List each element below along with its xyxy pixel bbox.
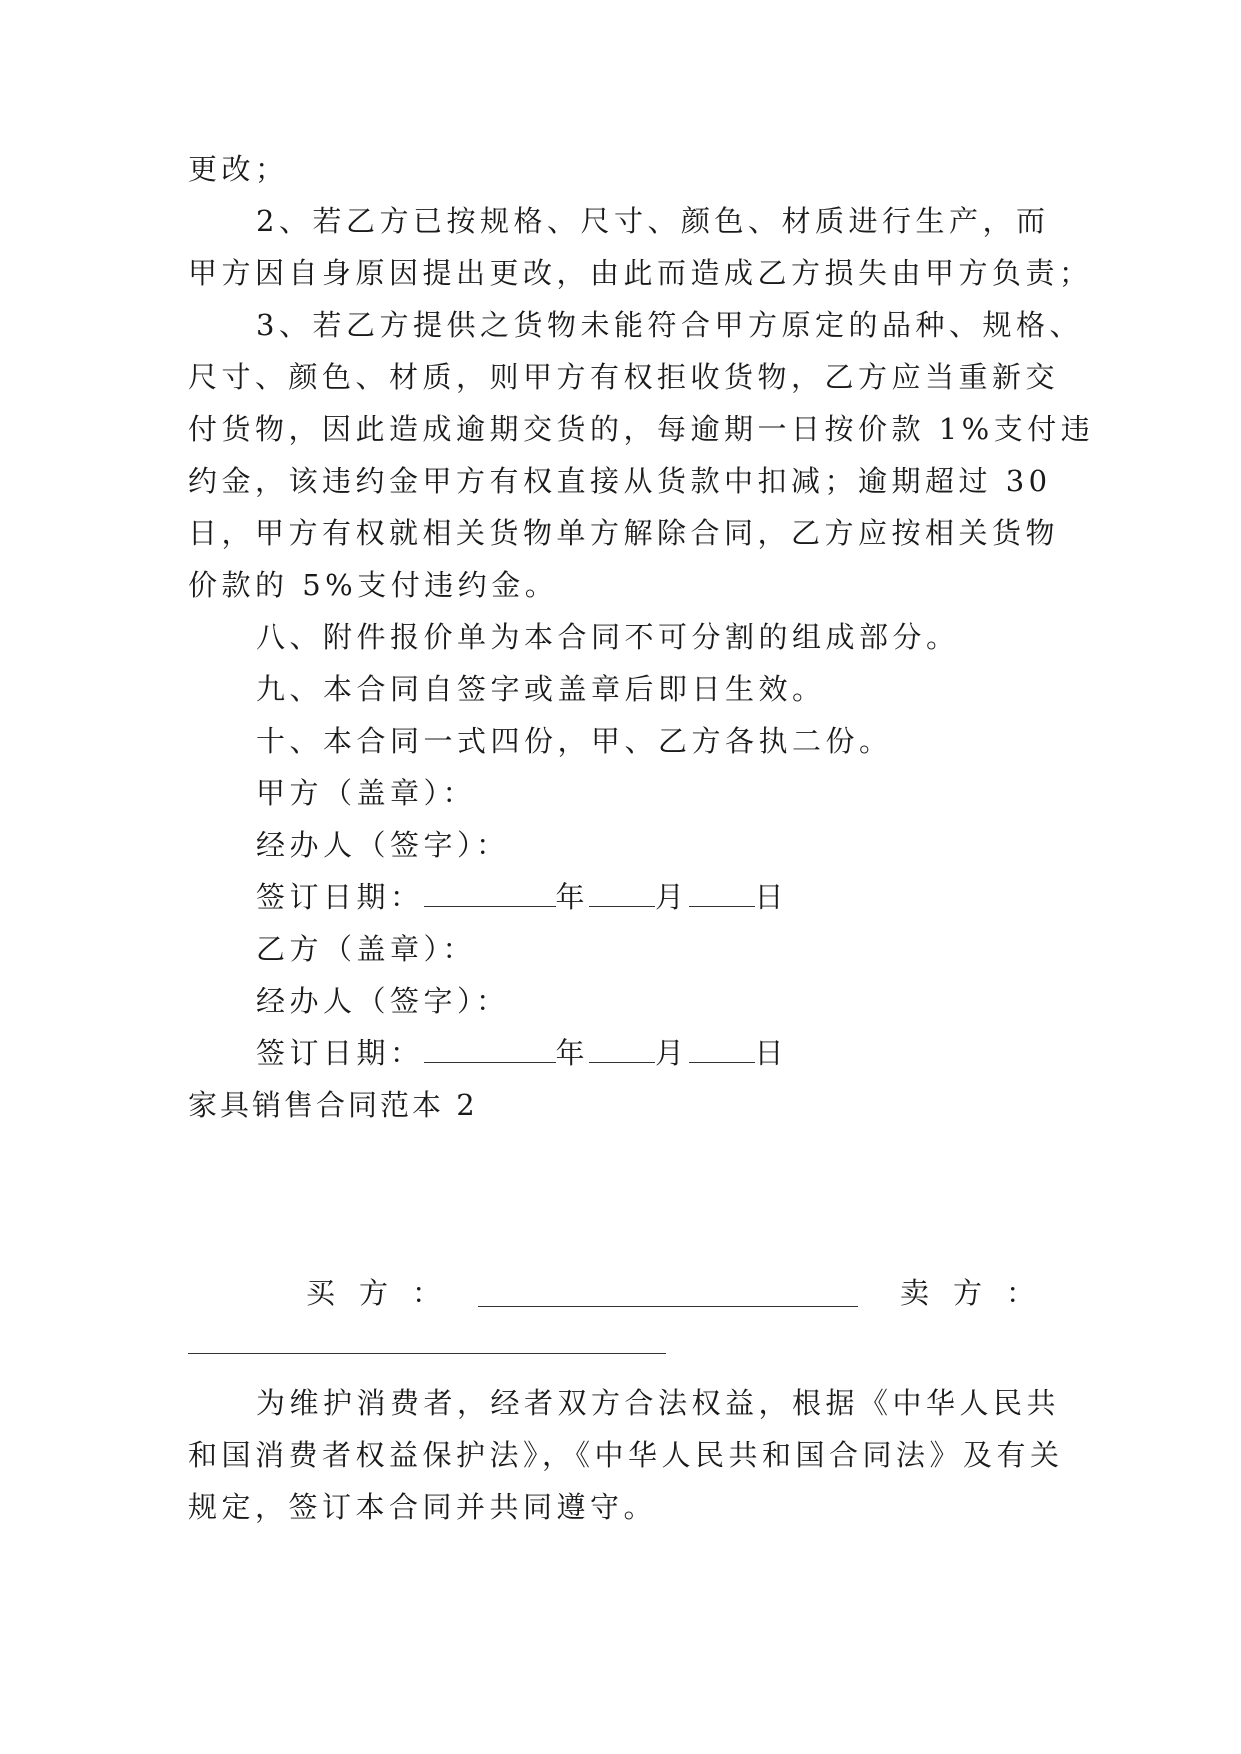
month-blank[interactable] [589, 880, 655, 907]
section-title: 家具销售合同范本 2 [188, 1088, 478, 1122]
clause-10: 十、本合同一式四份，甲、乙方各执二份。 [256, 724, 893, 758]
text-line: 更改； [188, 152, 289, 186]
date-label: 签订日期： [256, 880, 424, 914]
date-label: 签订日期： [256, 1036, 424, 1070]
party-a-date-line [256, 880, 788, 914]
clause-3-line-6: 价款的 5%支付违约金。 [188, 568, 559, 602]
buyer-label: 买方： [306, 1276, 466, 1310]
year-label: 年 [555, 880, 590, 914]
seller-label: 卖方： [900, 1276, 1060, 1310]
party-b-date-line [256, 1036, 788, 1070]
clause-3-line-1: 3、若乙方提供之货物未能符合甲方原定的品种、规格、 [256, 308, 1083, 342]
year-blank[interactable] [424, 1036, 556, 1063]
day-label: 日 [754, 880, 789, 914]
party-b-seal-label: 乙方（盖章）： [256, 932, 477, 966]
clause-9: 九、本合同自签字或盖章后即日生效。 [256, 672, 826, 706]
preamble-line-1: 为维护消费者，经者双方合法权益，根据《中华人民共 [256, 1386, 1061, 1420]
clause-3-line-2: 尺寸、颜色、材质，则甲方有权拒收货物，乙方应当重新交 [188, 360, 1060, 394]
day-label: 日 [754, 1036, 789, 1070]
clause-8: 八、附件报价单为本合同不可分割的组成部分。 [256, 620, 960, 654]
month-label: 月 [655, 1036, 689, 1070]
party-b-agent-label: 经办人（签字）： [256, 984, 510, 1018]
preamble-line-2: 和国消费者权益保护法》，《中华人民共和国合同法》及有关 [188, 1438, 1064, 1472]
year-blank[interactable] [424, 880, 556, 907]
day-blank[interactable] [689, 1036, 755, 1063]
buyer-blank[interactable] [478, 1276, 858, 1307]
party-a-seal-label: 甲方（盖章）： [256, 776, 477, 810]
clause-3-line-5: 日，甲方有权就相关货物单方解除合同，乙方应按相关货物 [188, 516, 1060, 550]
month-label: 月 [655, 880, 689, 914]
year-label: 年 [555, 1036, 590, 1070]
party-a-agent-label: 经办人（签字）： [256, 828, 510, 862]
month-blank[interactable] [589, 1036, 655, 1063]
preamble-line-3: 规定，签订本合同并共同遵守。 [188, 1490, 658, 1524]
clause-3-line-3: 付货物，因此造成逾期交货的，每逾期一日按价款 1%支付违 [188, 412, 1095, 446]
seller-blank[interactable] [188, 1352, 666, 1354]
clause-3-line-4: 约金，该违约金甲方有权直接从货款中扣减；逾期超过 30 [188, 464, 1052, 498]
clause-2-line-1: 2、若乙方已按规格、尺寸、颜色、材质进行生产，而 [256, 204, 1050, 238]
party-row [188, 1276, 1060, 1316]
day-blank[interactable] [689, 880, 755, 907]
clause-2-line-2: 甲方因自身原因提出更改，由此而造成乙方损失由甲方负责； [188, 256, 1093, 290]
